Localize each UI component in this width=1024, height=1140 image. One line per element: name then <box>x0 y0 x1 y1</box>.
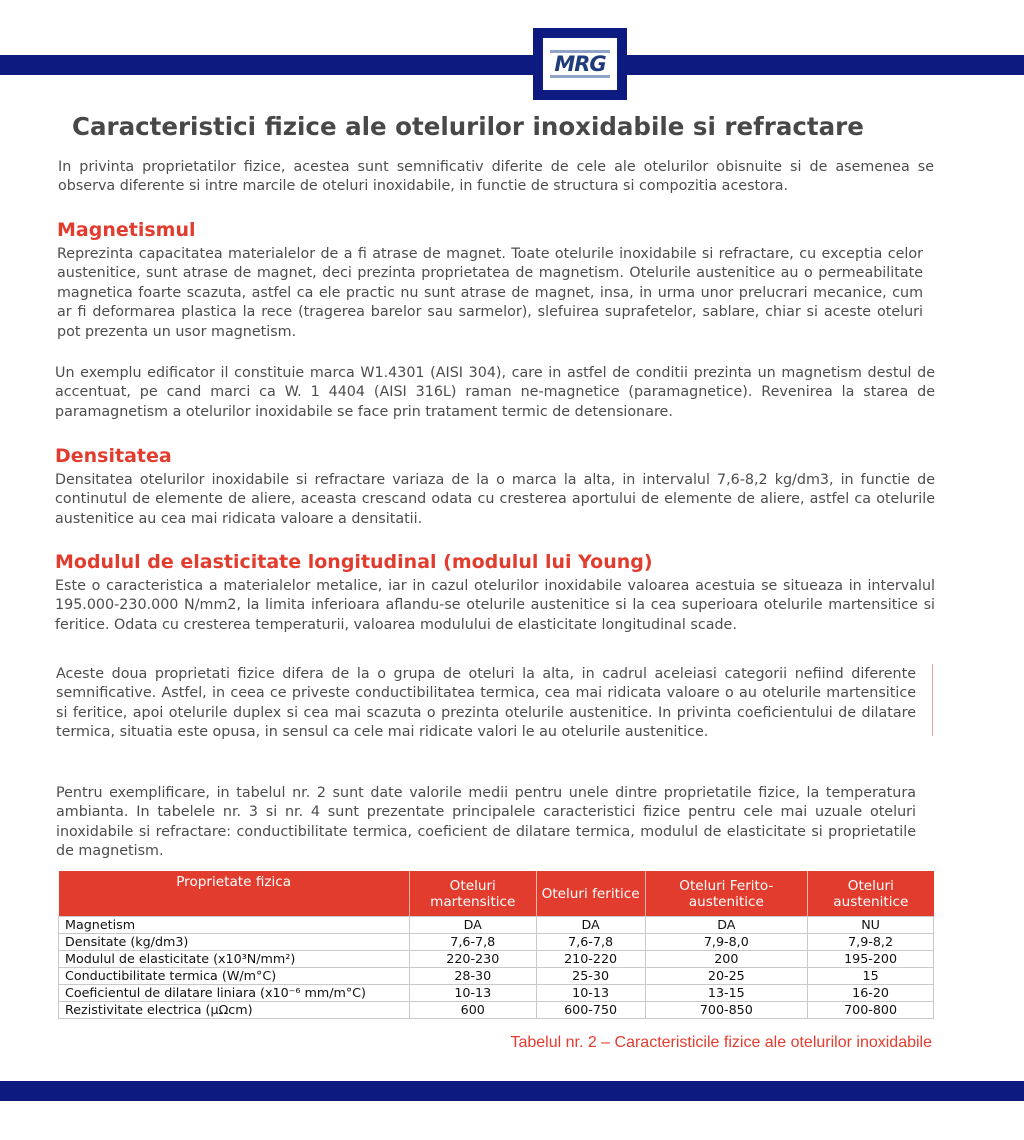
cell-value: 15 <box>808 968 934 985</box>
young-paragraph-3: Pentru exemplificare, in tabelul nr. 2 sunt date valorile medii pentru unele dintre proprietatile fizice, la temperatura ambianta. In tabelele nr. 3 si nr. 4 sunt prezentate principalele caracteristici fizice pentru cele mai uzuale oteluri inoxidabile si refractare: conductibilitate termica, coeficient de dilatare termica, modulul de elasticitate si proprietatile de magnetism. <box>56 785 916 860</box>
magnetism-paragraph-1: Reprezinta capacitatea materialelor de a fi atrase de magnet. Toate otelurile inoxidabile si refractare, cu exceptia celor austenitice, sunt atrase de magnet, deci prezinta proprietatea de magnetism. Otelurile austenitice au o permeabilitate magnetica foarte scazuta, astfel ca ele practic nu sunt atrase de magnet, insa, in urma unor prelucrari mecanice, cum ar fi deformarea plastica la rece (tragerea barelor sau sarmelor), slefuirea suprafetelor, sablare, chiar si aceste oteluri pot prezenta un usor magnetism. <box>57 246 923 340</box>
cell-value: 7,9-8,2 <box>808 934 934 951</box>
header-austenitic: Oteluri austenitice <box>808 871 934 917</box>
cell-value: 25-30 <box>536 968 645 985</box>
cell-value: DA <box>409 917 536 934</box>
cell-value: 16-20 <box>808 985 934 1002</box>
cell-property: Modulul de elasticitate (x10³N/mm²) <box>59 951 410 968</box>
cell-value: 210-220 <box>536 951 645 968</box>
table-row <box>59 1002 934 1019</box>
table-caption: Tabelul nr. 2 – Caracteristicile fizice ale otelurilor inoxidabile <box>510 1034 932 1051</box>
cell-value: 700-850 <box>645 1002 808 1019</box>
cell-value: 10-13 <box>409 985 536 1002</box>
margin-rule <box>932 664 933 736</box>
logo <box>533 28 627 100</box>
table-header-row <box>59 871 934 917</box>
page-title: Caracteristici fizice ale otelurilor inoxidabile si refractare <box>72 112 864 141</box>
density-paragraph: Densitatea otelurilor inoxidabile si refractare variaza de la o marca la alta, in intervalul 7,6-8,2 kg/dm3, in functie de continutul de elemente de aliere, aceasta crescand odata cu cresterea aportului de elemente de aliere, astfel ca otelurile austenitice au cea mai ridicata valoare a densitatii. <box>55 472 935 527</box>
cell-value: 7,6-7,8 <box>409 934 536 951</box>
table-row <box>59 917 934 934</box>
cell-value: 600-750 <box>536 1002 645 1019</box>
cell-value: 28-30 <box>409 968 536 985</box>
young-paragraph-1: Este o caracteristica a materialelor metalice, iar in cazul otelurilor inoxidabile valoarea acestuia se situeaza in intervalul 195.000-230.000 N/mm2, la limita inferioara aflandu-se otelurile austenitice si la cea superioara otelurile martensitice si feritice. Odata cu cresterea temperaturii, valoarea modulului de elasticitate longitudinal scade. <box>55 578 935 633</box>
heading-young-modulus: Modulul de elasticitate longitudinal (modulul lui Young) <box>55 551 653 573</box>
header-duplex: Oteluri Ferito-austenitice <box>645 871 808 917</box>
header-band <box>0 55 1024 75</box>
young-paragraph-2: Aceste doua proprietati fizice difera de la o grupa de oteluri la alta, in cadrul aceleiasi categorii nefiind diferente semnificative. Astfel, in ceea ce priveste conductibilitatea termica, cea mai ridicata valoare o au otelurile martensitice si feritice, apoi otelurile duplex si cea mai scazuta o prezinta otelurile austenitice. In privinta coeficientului de dilatare termica, situatia este opusa, in sensul ca cele mai ridicate valori le au otelurile austenitice. <box>56 666 916 741</box>
physical-properties-table <box>58 871 934 1019</box>
cell-value: 200 <box>645 951 808 968</box>
header-property: Proprietate fizica <box>59 871 410 917</box>
cell-value: 7,6-7,8 <box>536 934 645 951</box>
table-row <box>59 951 934 968</box>
header-ferritic: Oteluri feritice <box>536 871 645 917</box>
table-row <box>59 968 934 985</box>
cell-value: 10-13 <box>536 985 645 1002</box>
table-row <box>59 985 934 1002</box>
cell-value: 13-15 <box>645 985 808 1002</box>
cell-property: Rezistivitate electrica (μΩcm) <box>59 1002 410 1019</box>
logo-inner <box>543 38 617 90</box>
intro-paragraph: In privinta proprietatilor fizice, acestea sunt semnificativ diferite de cele ale otelurilor obisnuite si de asemenea se observa diferente si intre marcile de oteluri inoxidabile, in functie de structura si compozitia acestora. <box>58 159 934 195</box>
cell-value: 7,9-8,0 <box>645 934 808 951</box>
cell-value: 195-200 <box>808 951 934 968</box>
cell-property: Coeficientul de dilatare liniara (x10⁻⁶ mm/m°C) <box>59 985 410 1002</box>
cell-property: Magnetism <box>59 917 410 934</box>
footer-band <box>0 1081 1024 1101</box>
magnetism-paragraph-2: Un exemplu edificator il constituie marca W1.4301 (AISI 304), care in astfel de conditii prezinta un magnetism destul de accentuat, pe cand marci ca W. 1 4404 (AISI 316L) raman ne-magnetice (paramagnetice). Revenirea la starea de paramagnetism a otelurilor inoxidabile se face prin tratament termic de detensionare. <box>55 365 935 420</box>
table-row <box>59 934 934 951</box>
heading-magnetism: Magnetismul <box>57 219 196 241</box>
heading-density: Densitatea <box>55 445 172 467</box>
cell-property: Conductibilitate termica (W/m°C) <box>59 968 410 985</box>
cell-value: DA <box>645 917 808 934</box>
header-martensitic: Oteluri martensitice <box>409 871 536 917</box>
cell-property: Densitate (kg/dm3) <box>59 934 410 951</box>
cell-value: NU <box>808 917 934 934</box>
cell-value: DA <box>536 917 645 934</box>
cell-value: 20-25 <box>645 968 808 985</box>
cell-value: 220-230 <box>409 951 536 968</box>
cell-value: 700-800 <box>808 1002 934 1019</box>
logo-text: MRG <box>550 50 609 78</box>
cell-value: 600 <box>409 1002 536 1019</box>
